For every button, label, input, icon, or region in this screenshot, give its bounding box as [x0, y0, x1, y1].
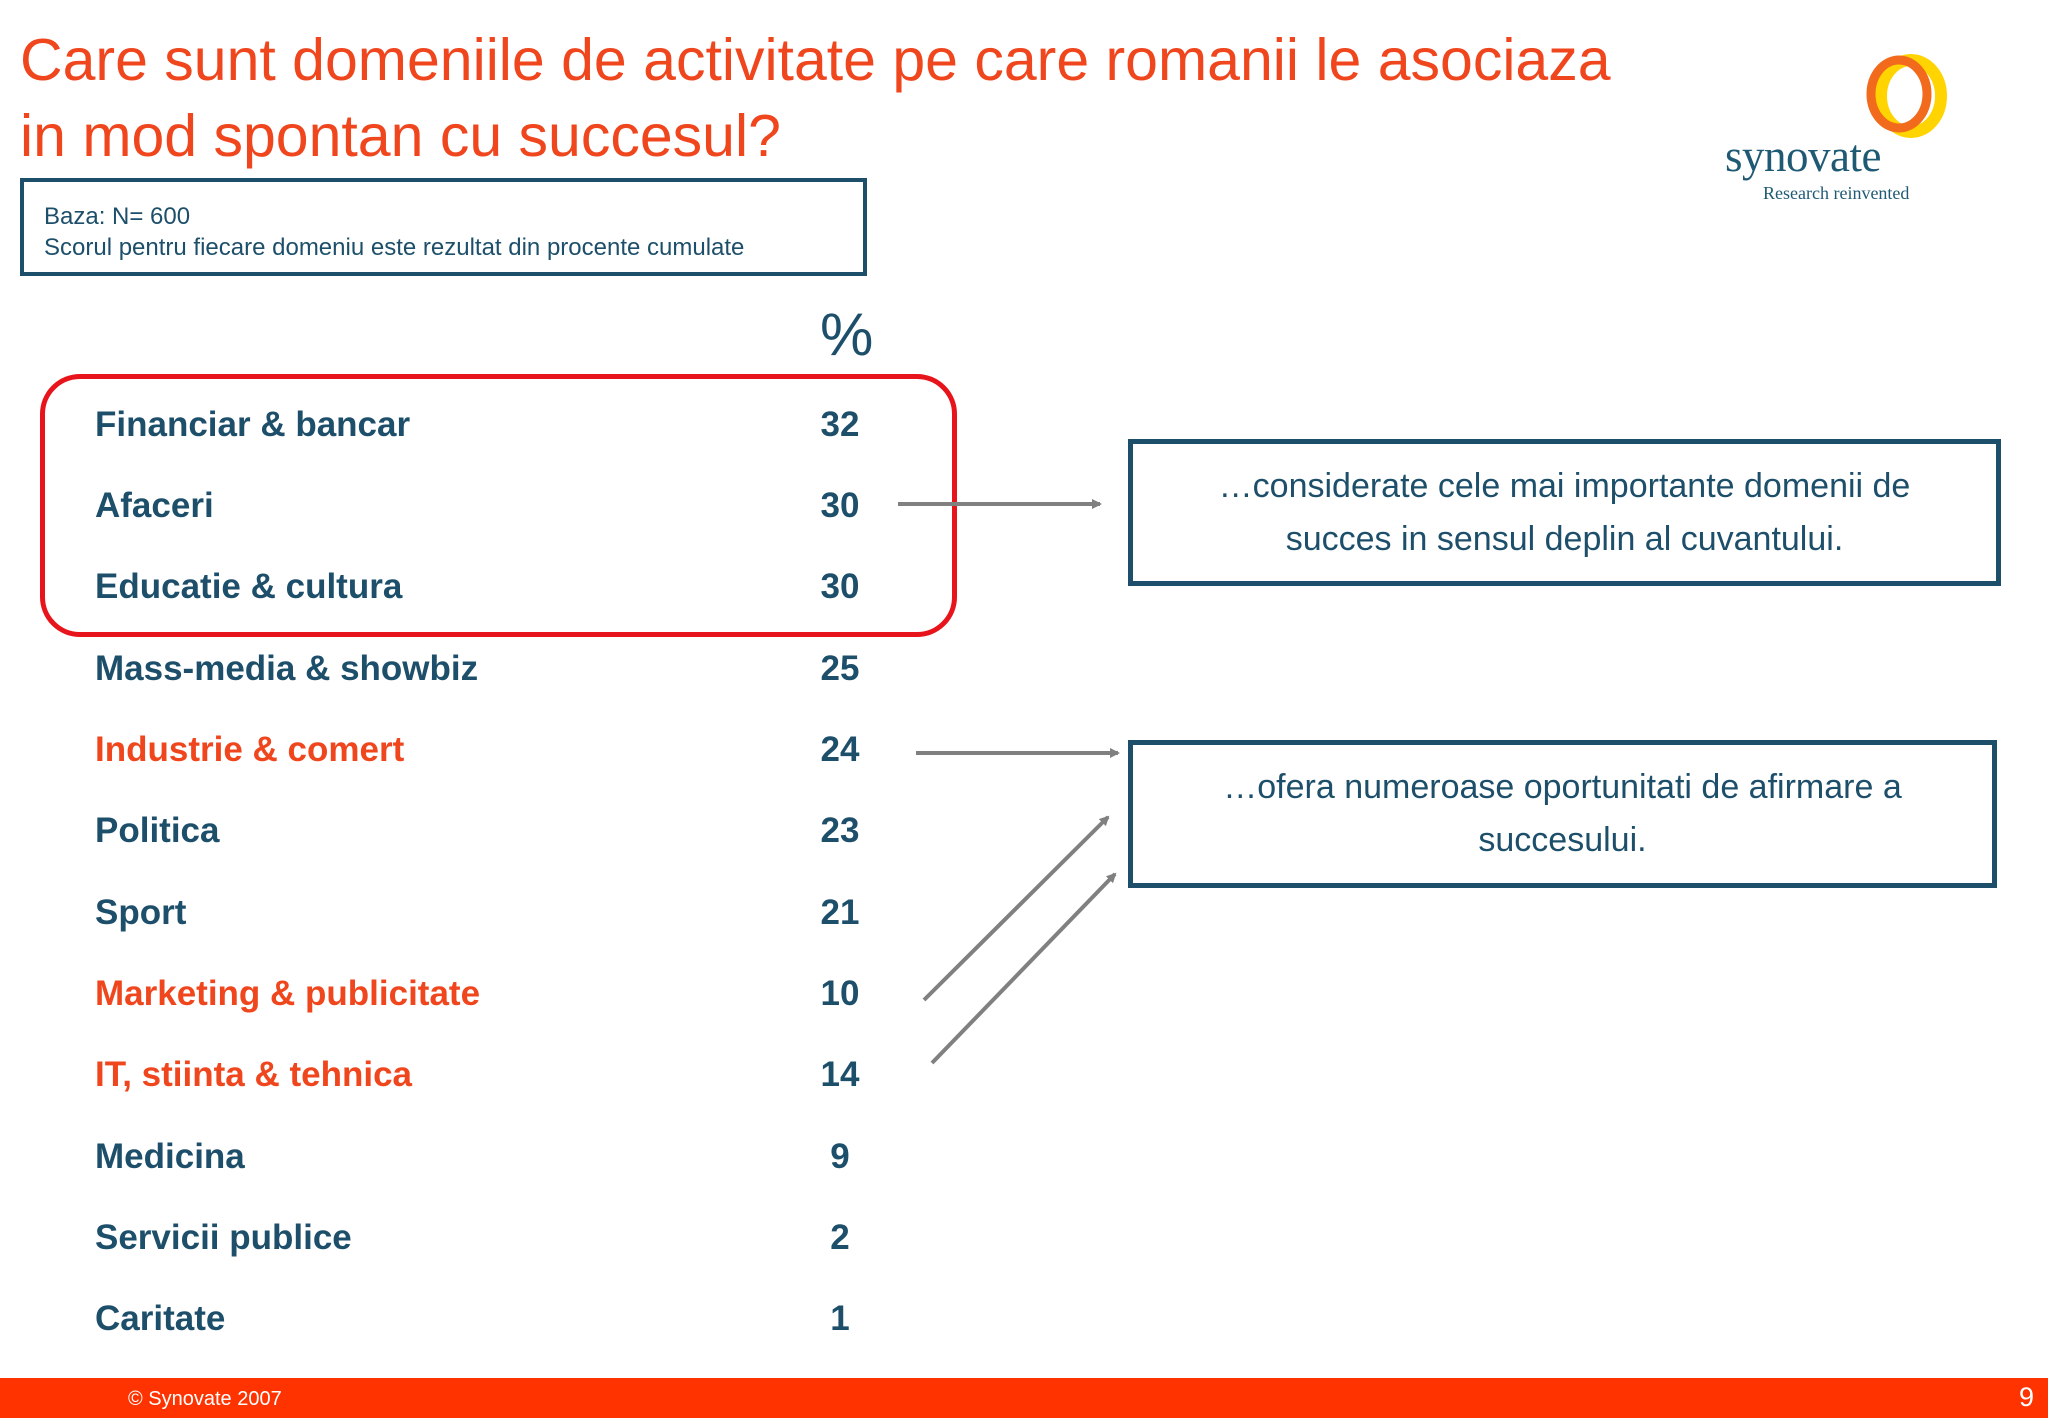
domain-percent: 9: [830, 1137, 850, 1176]
slide-title: [20, 22, 1740, 174]
domain-row-afaceri: [95, 486, 880, 536]
page-number: 9: [2018, 1382, 2034, 1412]
domain-label: Mass-media & showbiz: [95, 649, 479, 688]
percent-column-header: %: [820, 301, 874, 368]
domain-label: Afaceri: [95, 486, 214, 525]
domain-label: Sport: [95, 893, 187, 932]
domain-row-politica: [95, 811, 880, 861]
logo-wordmark: synovate: [1725, 131, 1881, 181]
logo-tagline: Research reinvented: [1763, 183, 1910, 203]
domain-row-caritate: [95, 1299, 880, 1349]
domain-label: Servicii publice: [95, 1218, 352, 1257]
domain-percent: 14: [820, 1055, 860, 1094]
domain-percent: 25: [820, 649, 860, 688]
score-method-line: Scorul pentru fiecare domeniu este rezultat din procente cumulate: [44, 234, 745, 261]
copyright-text: © Synovate 2007: [128, 1388, 282, 1410]
domain-percent: 30: [820, 486, 860, 525]
synovate-logo: [1715, 50, 1935, 210]
domain-row-financiar: [95, 405, 880, 455]
domain-row-medicina: [95, 1137, 880, 1187]
domain-label-highlighted: IT, stiinta & tehnica: [95, 1055, 412, 1094]
domain-label-highlighted: Marketing & publicitate: [95, 974, 481, 1013]
domain-percent: 1: [830, 1299, 850, 1338]
domain-row-marketing: [95, 974, 880, 1024]
domain-label: Caritate: [95, 1299, 226, 1338]
slide-title-line-2: in mod spontan cu succesul?: [20, 103, 781, 169]
arrow-marketing-to-opportunities: [924, 817, 1108, 1000]
domain-row-sport: [95, 893, 880, 943]
domain-row-industrie: [95, 730, 880, 780]
arrow-it-to-opportunities: [932, 874, 1115, 1063]
domain-row-educatie: [95, 567, 880, 617]
footer-bar: [0, 1378, 2048, 1418]
domain-label: Politica: [95, 811, 220, 850]
slide-title-line-1: Care sunt domeniile de activitate pe care romanii le asociaza: [20, 27, 1611, 93]
domain-label: Medicina: [95, 1137, 245, 1176]
domain-percent: 23: [820, 811, 860, 850]
domain-label: Educatie & cultura: [95, 567, 403, 606]
domain-label-highlighted: Industrie & comert: [95, 730, 405, 769]
domain-percent: 30: [820, 567, 860, 606]
domain-percent: 2: [830, 1218, 850, 1257]
domain-percent: 24: [820, 730, 860, 769]
sample-base-note: [20, 178, 867, 276]
sample-base-line: Baza: N= 600: [44, 203, 191, 230]
domain-percent: 21: [820, 893, 860, 932]
domain-row-servicii-publice: [95, 1218, 880, 1268]
domain-percent: 10: [820, 974, 860, 1013]
domain-row-it: [95, 1055, 880, 1105]
callout-important-domains: …considerate cele mai importante domenii de succes in sensul deplin al cuvantului.: [1128, 439, 2001, 586]
domain-label: Financiar & bancar: [95, 405, 411, 444]
domain-row-mass-media: [95, 649, 880, 699]
domain-percent: 32: [820, 405, 860, 444]
callout-opportunities: …ofera numeroase oportunitati de afirmare a succesului.: [1128, 740, 1997, 888]
